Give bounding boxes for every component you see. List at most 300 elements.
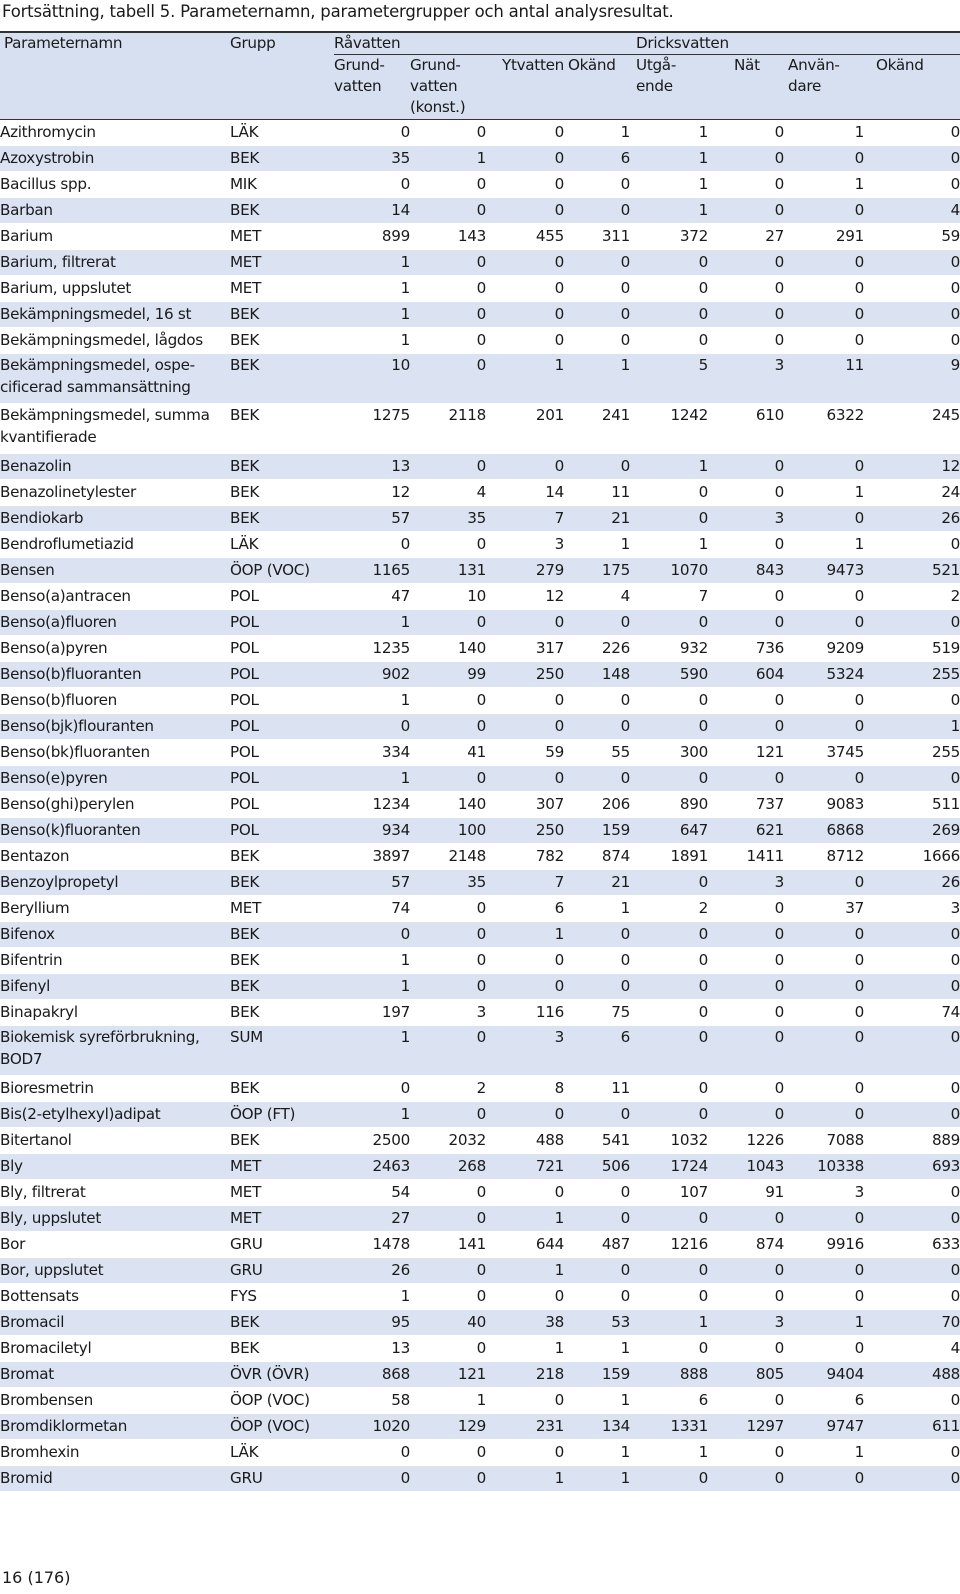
table-body — [0, 120, 960, 1492]
result-count: 611 — [864, 1414, 960, 1440]
parameter-name: Bly, uppslutet — [0, 1206, 230, 1232]
result-count: 0 — [708, 250, 784, 276]
result-count: 0 — [410, 1102, 486, 1128]
result-count: 218 — [486, 1362, 564, 1388]
header-okand-dricksvatten: Okänd — [864, 55, 960, 120]
result-count: 0 — [334, 1440, 410, 1466]
result-count: 0 — [630, 610, 708, 636]
result-count: 21 — [564, 870, 630, 896]
table-row — [0, 818, 960, 844]
result-count: 26 — [334, 1258, 410, 1284]
result-count: 1 — [784, 1310, 864, 1336]
result-count: 0 — [630, 922, 708, 948]
parameter-group: BEK — [230, 404, 334, 454]
result-count: 0 — [630, 302, 708, 328]
parameter-group: GRU — [230, 1258, 334, 1284]
result-count: 0 — [708, 302, 784, 328]
result-count: 2 — [630, 896, 708, 922]
result-count: 2 — [864, 584, 960, 610]
result-count: 0 — [708, 922, 784, 948]
parameter-name: Benso(e)pyren — [0, 766, 230, 792]
parameter-name: Bis(2-etylhexyl)adipat — [0, 1102, 230, 1128]
table-row — [0, 844, 960, 870]
result-count: 1 — [630, 120, 708, 146]
table-row — [0, 454, 960, 480]
parameter-name: Benso(ghi)perylen — [0, 792, 230, 818]
result-count: 9083 — [784, 792, 864, 818]
result-count: 26 — [864, 870, 960, 896]
result-count: 0 — [864, 1102, 960, 1128]
table-row — [0, 714, 960, 740]
result-count: 6322 — [784, 404, 864, 454]
result-count: 1 — [334, 974, 410, 1000]
parameter-group: BEK — [230, 922, 334, 948]
result-count: 0 — [708, 948, 784, 974]
result-count: 10 — [410, 584, 486, 610]
result-count: 55 — [564, 740, 630, 766]
result-count: 1275 — [334, 404, 410, 454]
parameter-group: MET — [230, 1180, 334, 1206]
result-count: 0 — [708, 328, 784, 354]
result-count: 53 — [564, 1310, 630, 1336]
table-row — [0, 354, 960, 404]
result-count: 107 — [630, 1180, 708, 1206]
result-count: 75 — [564, 1000, 630, 1026]
parameter-name: Bromaciletyl — [0, 1336, 230, 1362]
result-count: 0 — [708, 198, 784, 224]
result-count: 0 — [630, 1076, 708, 1102]
result-count: 1 — [334, 250, 410, 276]
result-count: 0 — [784, 454, 864, 480]
result-count: 27 — [708, 224, 784, 250]
result-count: 159 — [564, 818, 630, 844]
table-row — [0, 532, 960, 558]
result-count: 604 — [708, 662, 784, 688]
result-count: 0 — [486, 146, 564, 172]
result-count: 0 — [708, 1466, 784, 1492]
result-count: 0 — [410, 1180, 486, 1206]
result-count: 35 — [334, 146, 410, 172]
parameter-name: Bromhexin — [0, 1440, 230, 1466]
result-count: 11 — [564, 1076, 630, 1102]
parameter-name: Bacillus spp. — [0, 172, 230, 198]
result-count: 201 — [486, 404, 564, 454]
result-count: 0 — [630, 480, 708, 506]
result-count: 3 — [708, 506, 784, 532]
result-count: 0 — [864, 172, 960, 198]
result-count: 0 — [864, 766, 960, 792]
result-count: 0 — [784, 974, 864, 1000]
result-count: 226 — [564, 636, 630, 662]
parameter-name: Benazolin — [0, 454, 230, 480]
result-count: 0 — [486, 172, 564, 198]
parameter-name: Bentazon — [0, 844, 230, 870]
parameter-group: BEK — [230, 844, 334, 870]
result-count: 8 — [486, 1076, 564, 1102]
result-count: 0 — [864, 948, 960, 974]
result-count: 1032 — [630, 1128, 708, 1154]
parameter-name: Barium, filtrerat — [0, 250, 230, 276]
result-count: 1 — [334, 688, 410, 714]
result-count: 889 — [864, 1128, 960, 1154]
result-count: 1 — [486, 1258, 564, 1284]
result-count: 0 — [784, 302, 864, 328]
result-count: 0 — [784, 766, 864, 792]
result-count: 0 — [486, 276, 564, 302]
result-count: 0 — [410, 1466, 486, 1492]
result-count: 0 — [784, 1076, 864, 1102]
parameter-name: Bekämpningsmedel, lågdos — [0, 328, 230, 354]
result-count: 1 — [630, 532, 708, 558]
result-count: 0 — [630, 1026, 708, 1076]
result-count: 1 — [784, 532, 864, 558]
result-count: 1 — [630, 454, 708, 480]
result-count: 0 — [864, 250, 960, 276]
result-count: 13 — [334, 454, 410, 480]
parameter-name: Benso(k)fluoranten — [0, 818, 230, 844]
result-count: 1 — [564, 896, 630, 922]
parameter-name: Bifenyl — [0, 974, 230, 1000]
result-count: 843 — [708, 558, 784, 584]
result-count: 11 — [564, 480, 630, 506]
result-count: 1 — [486, 354, 564, 404]
result-count: 279 — [486, 558, 564, 584]
parameter-group: LÄK — [230, 532, 334, 558]
result-count: 0 — [486, 688, 564, 714]
result-count: 250 — [486, 662, 564, 688]
result-count: 1 — [630, 1310, 708, 1336]
result-count: 519 — [864, 636, 960, 662]
result-count: 0 — [564, 172, 630, 198]
result-count: 134 — [564, 1414, 630, 1440]
result-count: 3745 — [784, 740, 864, 766]
parameter-group: POL — [230, 636, 334, 662]
result-count: 693 — [864, 1154, 960, 1180]
parameter-group: BEK — [230, 480, 334, 506]
table-row — [0, 1362, 960, 1388]
result-count: 0 — [486, 714, 564, 740]
parameter-name: Bly, filtrerat — [0, 1180, 230, 1206]
parameter-group: BEK — [230, 948, 334, 974]
table-row — [0, 948, 960, 974]
result-count: 0 — [708, 1076, 784, 1102]
result-count: 140 — [410, 792, 486, 818]
result-count: 721 — [486, 1154, 564, 1180]
result-count: 1043 — [708, 1154, 784, 1180]
parameter-group: BEK — [230, 328, 334, 354]
result-count: 0 — [564, 302, 630, 328]
result-count: 0 — [708, 1258, 784, 1284]
result-count: 874 — [708, 1232, 784, 1258]
result-count: 0 — [564, 766, 630, 792]
result-count: 0 — [784, 1000, 864, 1026]
result-count: 488 — [864, 1362, 960, 1388]
result-count: 1234 — [334, 792, 410, 818]
table-row — [0, 1284, 960, 1310]
result-count: 1 — [630, 172, 708, 198]
result-count: 0 — [564, 948, 630, 974]
result-count: 0 — [410, 1206, 486, 1232]
parameter-group: BEK — [230, 506, 334, 532]
result-count: 0 — [708, 480, 784, 506]
parameter-name: Barium — [0, 224, 230, 250]
table-row — [0, 688, 960, 714]
header-ravatten: Råvatten — [334, 32, 630, 55]
parameter-group: MET — [230, 1206, 334, 1232]
result-count: 0 — [708, 896, 784, 922]
result-count: 1 — [334, 276, 410, 302]
result-count: 3 — [864, 896, 960, 922]
result-count: 1 — [334, 948, 410, 974]
result-count: 159 — [564, 1362, 630, 1388]
result-count: 0 — [630, 1206, 708, 1232]
result-count: 206 — [564, 792, 630, 818]
result-count: 0 — [784, 1026, 864, 1076]
table-row — [0, 1102, 960, 1128]
result-count: 3897 — [334, 844, 410, 870]
header-anvandare: Använ- dare — [784, 55, 864, 120]
parameter-name: Bekämpningsmedel, ospe-cificerad sammansättning — [0, 354, 230, 404]
table-row — [0, 1258, 960, 1284]
result-count: 27 — [334, 1206, 410, 1232]
result-count: 0 — [334, 172, 410, 198]
parameter-name: Azithromycin — [0, 120, 230, 146]
result-count: 1 — [486, 922, 564, 948]
parameter-group: BEK — [230, 1076, 334, 1102]
parameter-group: BEK — [230, 1128, 334, 1154]
table-row — [0, 302, 960, 328]
table-row — [0, 506, 960, 532]
result-count: 2500 — [334, 1128, 410, 1154]
table-header — [0, 32, 960, 120]
result-count: 100 — [410, 818, 486, 844]
result-count: 0 — [784, 328, 864, 354]
result-count: 0 — [630, 974, 708, 1000]
result-count: 934 — [334, 818, 410, 844]
result-count: 0 — [410, 974, 486, 1000]
result-count: 24 — [864, 480, 960, 506]
parameter-name: Benso(b)fluoren — [0, 688, 230, 714]
header-nat: Nät — [708, 55, 784, 120]
result-count: 0 — [410, 198, 486, 224]
result-count: 506 — [564, 1154, 630, 1180]
result-count: 0 — [864, 610, 960, 636]
result-count: 633 — [864, 1232, 960, 1258]
result-count: 0 — [708, 1026, 784, 1076]
result-count: 4 — [410, 480, 486, 506]
result-count: 0 — [864, 146, 960, 172]
result-count: 0 — [784, 922, 864, 948]
result-count: 902 — [334, 662, 410, 688]
result-count: 54 — [334, 1180, 410, 1206]
result-count: 0 — [708, 1388, 784, 1414]
result-count: 0 — [410, 1440, 486, 1466]
result-count: 0 — [410, 1258, 486, 1284]
result-count: 0 — [630, 1466, 708, 1492]
result-count: 35 — [410, 870, 486, 896]
result-count: 0 — [564, 250, 630, 276]
parameter-group: MET — [230, 250, 334, 276]
result-count: 0 — [630, 276, 708, 302]
result-count: 6 — [486, 896, 564, 922]
result-count: 12 — [334, 480, 410, 506]
result-count: 805 — [708, 1362, 784, 1388]
result-count: 37 — [784, 896, 864, 922]
table-row — [0, 1026, 960, 1076]
parameter-name: Bifenox — [0, 922, 230, 948]
result-count: 0 — [410, 922, 486, 948]
parameter-name: Bromdiklormetan — [0, 1414, 230, 1440]
result-count: 0 — [564, 922, 630, 948]
parameter-name: Biokemisk syreförbrukning, BOD7 — [0, 1026, 230, 1076]
result-count: 7088 — [784, 1128, 864, 1154]
result-count: 59 — [864, 224, 960, 250]
result-count: 1 — [630, 198, 708, 224]
parameter-group: BEK — [230, 1336, 334, 1362]
result-count: 0 — [708, 1102, 784, 1128]
parameter-name: Barium, uppslutet — [0, 276, 230, 302]
result-count: 610 — [708, 404, 784, 454]
result-count: 0 — [630, 1336, 708, 1362]
parameter-name: Binapakryl — [0, 1000, 230, 1026]
result-count: 888 — [630, 1362, 708, 1388]
result-count: 0 — [784, 146, 864, 172]
parameter-group: FYS — [230, 1284, 334, 1310]
result-count: 0 — [864, 1180, 960, 1206]
result-count: 1 — [564, 1388, 630, 1414]
result-count: 116 — [486, 1000, 564, 1026]
result-count: 143 — [410, 224, 486, 250]
parameter-group: BEK — [230, 870, 334, 896]
result-count: 0 — [410, 532, 486, 558]
result-count: 1165 — [334, 558, 410, 584]
parameter-group: POL — [230, 688, 334, 714]
parameter-group: ÖOP (VOC) — [230, 558, 334, 584]
result-count: 932 — [630, 636, 708, 662]
table-row — [0, 584, 960, 610]
result-count: 7 — [630, 584, 708, 610]
parameter-group: POL — [230, 740, 334, 766]
result-count: 70 — [864, 1310, 960, 1336]
parameter-name: Bensen — [0, 558, 230, 584]
result-count: 0 — [708, 1284, 784, 1310]
table-row — [0, 1180, 960, 1206]
result-count: 0 — [486, 302, 564, 328]
header-parameternamn: Parameternamn — [0, 32, 230, 120]
table-row — [0, 198, 960, 224]
result-count: 0 — [864, 1284, 960, 1310]
result-count: 0 — [410, 302, 486, 328]
result-count: 300 — [630, 740, 708, 766]
result-count: 95 — [334, 1310, 410, 1336]
result-count: 74 — [864, 1000, 960, 1026]
result-count: 140 — [410, 636, 486, 662]
parameter-name: Bendroflumetiazid — [0, 532, 230, 558]
result-count: 1666 — [864, 844, 960, 870]
result-count: 9473 — [784, 558, 864, 584]
parameter-name: Benazolinetylester — [0, 480, 230, 506]
result-count: 0 — [864, 1076, 960, 1102]
result-count: 0 — [630, 1258, 708, 1284]
result-count: 0 — [708, 172, 784, 198]
result-count: 0 — [864, 1206, 960, 1232]
result-count: 0 — [708, 1000, 784, 1026]
result-count: 0 — [486, 1388, 564, 1414]
result-count: 1 — [334, 1026, 410, 1076]
parameter-name: Bekämpningsmedel, summa kvantifierade — [0, 404, 230, 454]
result-count: 0 — [486, 120, 564, 146]
result-count: 521 — [864, 558, 960, 584]
result-count: 1 — [630, 1440, 708, 1466]
table-row — [0, 276, 960, 302]
result-count: 0 — [708, 1336, 784, 1362]
result-count: 1331 — [630, 1414, 708, 1440]
parameter-group: LÄK — [230, 120, 334, 146]
result-count: 0 — [630, 870, 708, 896]
result-count: 0 — [486, 198, 564, 224]
result-count: 3 — [784, 1180, 864, 1206]
table-row — [0, 766, 960, 792]
result-count: 0 — [630, 1284, 708, 1310]
result-count: 644 — [486, 1232, 564, 1258]
result-count: 1 — [486, 1466, 564, 1492]
result-count: 1 — [564, 120, 630, 146]
result-count: 0 — [564, 328, 630, 354]
parameter-name: Bottensats — [0, 1284, 230, 1310]
result-count: 1 — [784, 480, 864, 506]
result-count: 1 — [486, 1336, 564, 1362]
result-count: 0 — [486, 974, 564, 1000]
result-count: 307 — [486, 792, 564, 818]
result-count: 0 — [410, 328, 486, 354]
table-row — [0, 662, 960, 688]
result-count: 0 — [564, 1180, 630, 1206]
result-count: 121 — [708, 740, 784, 766]
parameter-name: Bekämpningsmedel, 16 st — [0, 302, 230, 328]
header-ytvatten: Ytvatten — [486, 55, 564, 120]
result-count: 0 — [864, 1388, 960, 1414]
result-count: 0 — [630, 250, 708, 276]
result-count: 0 — [334, 532, 410, 558]
result-count: 9404 — [784, 1362, 864, 1388]
table-row — [0, 1440, 960, 1466]
parameter-group: POL — [230, 610, 334, 636]
result-count: 1411 — [708, 844, 784, 870]
result-count: 9 — [864, 354, 960, 404]
result-count: 0 — [630, 506, 708, 532]
result-count: 129 — [410, 1414, 486, 1440]
table-row — [0, 1388, 960, 1414]
result-count: 255 — [864, 662, 960, 688]
parameter-name: Bitertanol — [0, 1128, 230, 1154]
result-count: 1 — [410, 146, 486, 172]
result-count: 0 — [864, 922, 960, 948]
parameter-group: POL — [230, 818, 334, 844]
result-count: 0 — [410, 250, 486, 276]
table-row — [0, 558, 960, 584]
parameter-name: Benso(bk)fluoranten — [0, 740, 230, 766]
result-count: 0 — [708, 454, 784, 480]
result-count: 0 — [864, 120, 960, 146]
result-count: 0 — [410, 172, 486, 198]
table-row — [0, 1414, 960, 1440]
result-count: 6 — [784, 1388, 864, 1414]
result-count: 2 — [410, 1076, 486, 1102]
result-count: 1891 — [630, 844, 708, 870]
result-count: 899 — [334, 224, 410, 250]
result-count: 0 — [564, 454, 630, 480]
result-count: 0 — [486, 948, 564, 974]
